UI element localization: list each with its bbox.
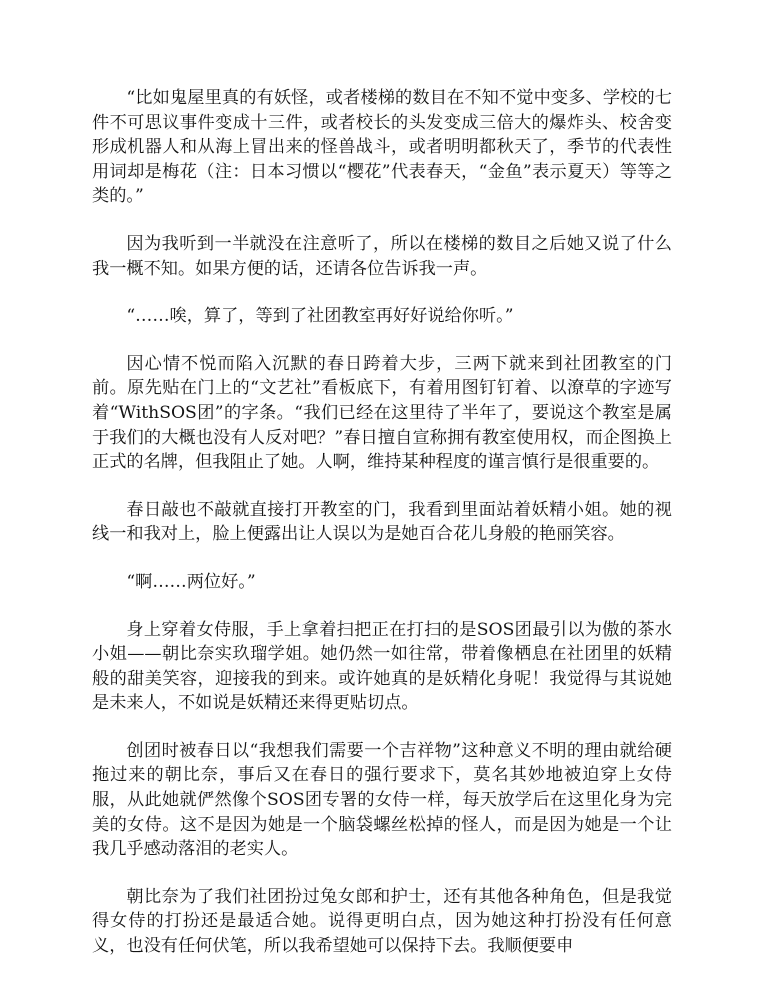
paragraph-7: 身上穿着女侍服，手上拿着扫把正在打扫的是SOS团最引以为傲的茶水小姐——朝比奈实玖瑠学姐。她仍然一如往常，带着像栖息在社团里的妖精般的甜美笑容，迎接我的到来。或许她真的是妖精化身呢！我觉得与其说她是未来人，不如说是妖精还来得更贴切点。 (92, 619, 672, 714)
document-page (92, 86, 672, 959)
paragraph-3: “……唉，算了，等到了社团教室再好好说给你听。” (126, 306, 514, 327)
paragraph-6: “啊……两位好。” (126, 571, 256, 592)
paragraph-4: 因心情不悦而陷入沉默的春日跨着大步，三两下就来到社团教室的门前。原先贴在门上的“文艺社”看板底下，有着用图钉钉着、以潦草的字迹写着“WithSOS团”的字条。“我们已经在这里待了半年了，要说这个教室是属于我们的大概也没有人反对吧？”春日擅自宣称拥有教室使用权，而企图换上正式的名牌，但我阻止了她。人啊，维持某种程度的谨言慎行是很重要的。 (92, 353, 672, 473)
paragraph-5: 春日敲也不敲就直接打开教室的门，我看到里面站着妖精小姐。她的视线一和我对上，脸上便露出让人误以为是她百合花儿身般的艳丽笑容。 (92, 499, 672, 545)
paragraph-1: “比如鬼屋里真的有妖怪，或者楼梯的数目在不知不觉中变多、学校的七件不可思议事件变成十三件，或者校长的头发变成三倍大的爆炸头、校舍变形成机器人和从海上冒出来的怪兽战斗，或者明明都秋天了，季节的代表性用词却是梅花（注：日本习惯以“樱花”代表春天，“金鱼”表示夏天）等等之类的。” (92, 88, 672, 207)
paragraph-9: 朝比奈为了我们社团扮过兔女郎和护士，还有其他各种角色，但是我觉得女侍的打扮还是最适合她。说得更明白点，因为她这种打扮没有任何意义，也没有任何伏笔，所以我希望她可以保持下去。我顺便要申 (92, 886, 672, 957)
paragraph-2: 因为我听到一半就没在注意听了，所以在楼梯的数目之后她又说了什么我一概不知。如果方便的话，还请各位告诉我一声。 (92, 233, 672, 279)
paragraph-8: 创团时被春日以“我想我们需要一个吉祥物”这种意义不明的理由就给硬拖过来的朝比奈，事后又在春日的强行要求下，莫名其妙地被迫穿上女侍服，从此她就俨然像个SOS团专署的女侍一样，每天放学后在这里化身为完美的女侍。这不是因为她是一个脑袋螺丝松掉的怪人，而是因为她是一个让我几乎感动落泪的老实人。 (92, 740, 672, 860)
